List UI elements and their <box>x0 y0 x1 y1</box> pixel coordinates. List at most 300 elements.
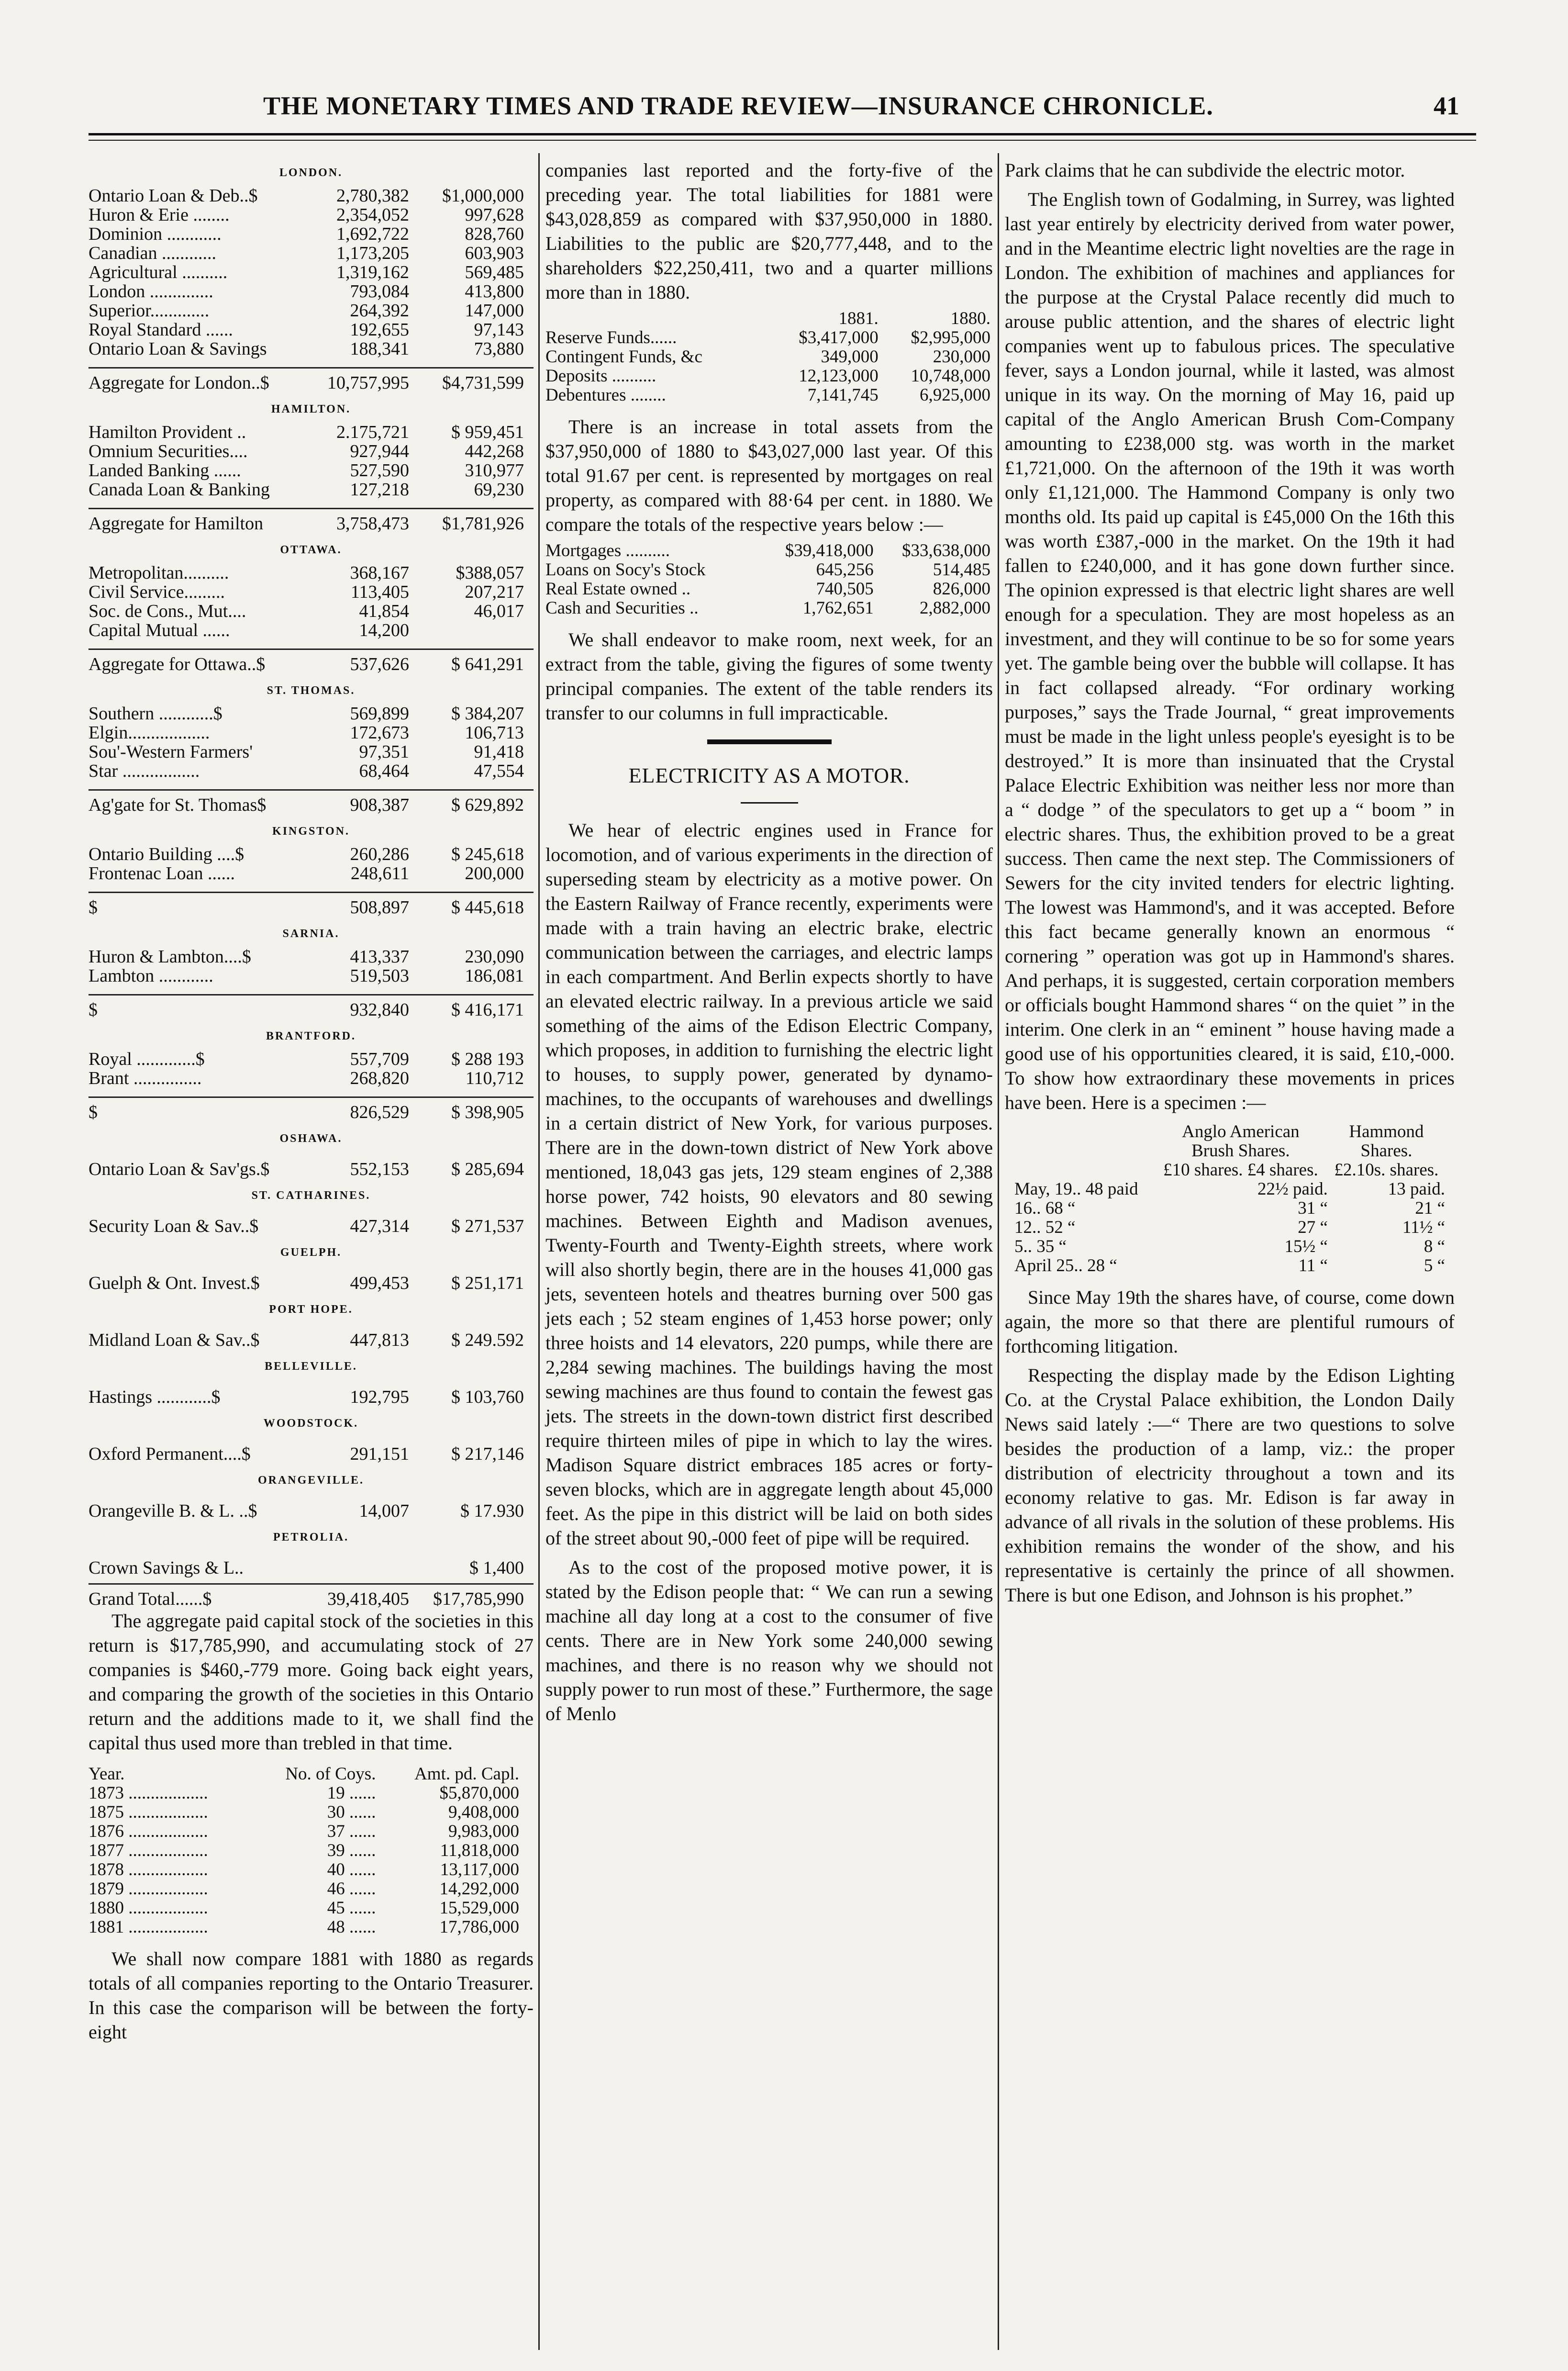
city-heading: BELLEVILLE. <box>265 1360 357 1373</box>
stock-value: 200,000 <box>465 863 524 884</box>
aggregate-value: $ 103,760 <box>451 1387 524 1407</box>
shares-header-row <box>1014 1141 1445 1161</box>
table-cell: 48 ...... <box>327 1917 376 1937</box>
aggregate-label: Guelph & Ont. Invest.$ <box>89 1274 260 1293</box>
capital-value: 1,319,162 <box>336 262 409 282</box>
table-cell: 21 “ <box>1415 1198 1445 1218</box>
stock-value <box>409 621 524 640</box>
aggregate-row <box>89 1558 534 1577</box>
grand-total-stock: $17,785,990 <box>433 1589 524 1609</box>
stock-value: 207,217 <box>465 582 524 602</box>
capital-value: 569,899 <box>350 704 409 724</box>
table-cell: May, 19.. 48 paid <box>1014 1179 1138 1199</box>
table-row <box>89 761 534 781</box>
stock-value: 997,628 <box>465 205 524 225</box>
capital-value: 793,084 <box>350 281 409 302</box>
capital-value: 2,780,382 <box>336 186 409 206</box>
stock-value: 110,712 <box>465 1068 524 1088</box>
stock-value: 47,554 <box>474 761 524 781</box>
paragraph: Since May 19th the shares have, of course, come down again, the more so that there are plentiful rumours of forthcoming litigation. <box>1005 1286 1455 1357</box>
table-row <box>89 320 534 339</box>
column-separator-1 <box>538 153 540 2350</box>
table-cell: 16.. 68 “ <box>1014 1198 1076 1218</box>
capital-value: 68,464 <box>359 761 409 781</box>
header-cell: 1880. <box>950 309 990 328</box>
table-cell: 1880 .................. <box>89 1898 208 1918</box>
year-row <box>89 1803 519 1822</box>
aggregate-value: 14,007 <box>359 1501 409 1521</box>
table-cell: 1879 .................. <box>89 1879 208 1899</box>
table-cell: 1873 .................. <box>89 1783 208 1803</box>
table-cell: 8 “ <box>1423 1237 1445 1256</box>
stock-value: 828,760 <box>465 224 524 244</box>
table-cell: 11,818,000 <box>440 1841 519 1860</box>
aggregate-label: Security Loan & Sav..$ <box>89 1217 259 1236</box>
city-heading: BRANTFORD. <box>266 1030 356 1042</box>
shares-table <box>1014 1122 1445 1275</box>
society-name: Landed Banking ...... <box>89 461 241 480</box>
year-row <box>89 1822 519 1841</box>
capital-value: 519,503 <box>350 966 409 986</box>
table-row <box>89 480 534 499</box>
table-row <box>89 582 534 602</box>
capital-value: 2.175,721 <box>336 422 409 442</box>
aggregate-label: Orangeville B. & L. ..$ <box>89 1501 257 1521</box>
aggregate-row <box>89 649 534 674</box>
aggregate-label: $ <box>89 1000 98 1019</box>
aggregate-value: $ 445,618 <box>451 897 524 917</box>
table-row <box>89 563 534 582</box>
aggregate-label: Oxford Permanent....$ <box>89 1444 251 1464</box>
society-name: Ontario Building ....$ <box>89 845 245 864</box>
table-cell: 9,983,000 <box>448 1822 519 1841</box>
table-cell: 11½ “ <box>1402 1218 1445 1237</box>
shares-row <box>1014 1199 1445 1218</box>
header-cell: No. of Coys. <box>285 1764 376 1784</box>
table-cell: 10,748,000 <box>911 366 990 386</box>
paragraph: The aggregate paid capital stock of the societies in this return is $17,785,990, and accumulating stock of 27 companies is $460,-779 more. Going back eight years, and comparing the growth of the societies in this Ontario return and the additions made to it, we shall find the capital thus used more than trebled in that time. <box>89 1610 534 1754</box>
aggregate-value: $ 629,892 <box>451 795 524 815</box>
table-row <box>545 367 990 386</box>
aggregate-row <box>89 508 534 533</box>
stock-value: 413,800 <box>465 281 524 302</box>
stock-value: 46,017 <box>474 601 524 621</box>
table-cell: 22½ paid. <box>1257 1179 1328 1199</box>
stock-value: 442,268 <box>465 441 524 461</box>
header-cell <box>1014 1122 1154 1141</box>
aggregate-label: Crown Savings & L.. <box>89 1558 244 1577</box>
table-cell: 17,786,000 <box>439 1917 519 1937</box>
year-row <box>89 1860 519 1879</box>
aggregate-label: $ <box>89 1103 98 1122</box>
city-heading: SARNIA. <box>282 928 340 940</box>
aggregate-value: 427,314 <box>350 1216 409 1236</box>
society-name: Royal .............$ <box>89 1050 205 1069</box>
society-name: London .............. <box>89 282 213 301</box>
table-row <box>89 723 534 742</box>
table-cell: Deposits .......... <box>545 366 656 386</box>
table-cell: 11 “ <box>1298 1256 1328 1275</box>
table-cell: 514,485 <box>933 560 990 580</box>
stock-value: 310,977 <box>465 460 524 481</box>
header-cell: £10 shares. £4 shares. <box>1163 1160 1318 1180</box>
table-row <box>545 560 990 580</box>
table-cell: 1881 .................. <box>89 1917 208 1937</box>
city-heading: OTTAWA. <box>280 544 342 556</box>
aggregate-value: $ 249.592 <box>451 1330 524 1350</box>
table-row <box>89 845 534 864</box>
table-cell: 12.. 52 “ <box>1014 1218 1076 1237</box>
header-cell <box>1014 1141 1154 1161</box>
society-name: Sou'-Western Farmers' <box>89 742 253 761</box>
society-name: Canadian ............ <box>89 244 217 263</box>
table-cell: 1878 .................. <box>89 1860 208 1879</box>
section-rule <box>707 739 832 744</box>
aggregate-row <box>89 1217 534 1236</box>
aggregate-value: 826,529 <box>350 1102 409 1122</box>
aggregate-row <box>89 994 534 1019</box>
table-cell: 5 “ <box>1423 1256 1445 1275</box>
year-row <box>89 1918 519 1937</box>
table-row <box>545 599 990 618</box>
stock-value: 91,418 <box>474 742 524 762</box>
aggregate-row <box>89 367 534 392</box>
table-cell: 740,505 <box>816 579 874 599</box>
capital-value: 264,392 <box>350 301 409 321</box>
header-cell: Hammond <box>1349 1122 1424 1141</box>
table-row <box>89 1050 534 1069</box>
city-heading: ORANGEVILLE. <box>257 1474 365 1487</box>
stock-value: $ 959,451 <box>451 422 524 442</box>
aggregate-value: $ 251,171 <box>451 1273 524 1293</box>
paragraph: companies last reported and the forty-five of the preceding year. The total liabilities for 1881 were $43,028,859 as compared with $37,950,000 in 1880. Liabilities to the public are $20,777,448, and to the shareholders $22,250,411, two and a quarter millions more than in 1880. <box>545 159 993 303</box>
aggregate-row <box>89 1160 534 1179</box>
shares-row <box>1014 1237 1445 1256</box>
table-row <box>89 301 534 320</box>
liabilities-table <box>545 309 990 405</box>
table-row <box>89 947 534 966</box>
table-cell: April 25.. 28 “ <box>1014 1256 1117 1275</box>
aggregate-value: $ 398,905 <box>451 1102 524 1122</box>
society-name: Star ................. <box>89 761 200 781</box>
aggregate-row <box>89 1501 534 1521</box>
grand-total-capital: 39,418,405 <box>327 1589 409 1609</box>
aggregate-value: $ 1,400 <box>469 1558 524 1578</box>
table-cell: 13 paid. <box>1388 1179 1445 1199</box>
paragraph: Respecting the display made by the Edison Lighting Co. at the Crystal Palace exhibition, the London Daily News said lately :—“ There are two questions to solve besides the production of a lamp, viz.: the proper distribution of electricity throughout a town and its economy relative to gas. Mr. Edison is far away in advance of all rivals in the solution of these problems. His exhibition remains the wonder of the show, and his representative is certainly the prince of all showmen. There is but one Edison, and Johnson is his prophet.” <box>1005 1364 1455 1606</box>
table-cell: Reserve Funds...... <box>545 328 677 347</box>
year-row <box>89 1879 519 1899</box>
shares-row <box>1014 1180 1445 1199</box>
society-name: Soc. de Cons., Mut.... <box>89 602 246 621</box>
table-cell: $33,638,000 <box>902 541 990 560</box>
table-cell: 13,117,000 <box>440 1860 519 1879</box>
capital-value: 260,286 <box>350 844 409 864</box>
year-table <box>89 1765 519 1937</box>
society-name: Civil Service......... <box>89 582 225 602</box>
column-1 <box>89 158 534 2044</box>
table-cell: 1875 .................. <box>89 1802 208 1822</box>
stock-value: 97,143 <box>474 320 524 340</box>
table-cell: Mortgages .......... <box>545 541 670 560</box>
table-cell: 9,408,000 <box>448 1802 519 1822</box>
table-row <box>89 423 534 442</box>
society-name: Dominion ............ <box>89 224 222 244</box>
aggregate-value: $4,731,599 <box>442 373 524 393</box>
header-cell: £2.10s. shares. <box>1334 1160 1439 1180</box>
table-cell: $3,417,000 <box>799 328 879 347</box>
header-rule-thick <box>89 133 1476 135</box>
society-name: Metropolitan.......... <box>89 563 229 582</box>
column-separator-2 <box>998 153 999 2350</box>
shares-row <box>1014 1218 1445 1237</box>
aggregate-label: Ag'gate for St. Thomas$ <box>89 795 267 815</box>
aggregate-row <box>89 1331 534 1350</box>
table-cell: 349,000 <box>821 347 879 367</box>
table-row <box>89 224 534 244</box>
aggregate-value: 932,840 <box>350 1000 409 1020</box>
city-heading: WOODSTOCK. <box>263 1417 359 1430</box>
capital-value: 2,354,052 <box>336 205 409 225</box>
table-row <box>545 386 990 405</box>
header-cell <box>1014 1161 1154 1180</box>
society-name: Elgin.................. <box>89 723 210 742</box>
table-cell: $39,418,000 <box>785 541 874 560</box>
table-row <box>89 1069 534 1088</box>
aggregate-value: $ 271,537 <box>451 1216 524 1236</box>
shares-row <box>1014 1256 1445 1275</box>
aggregate-value: 499,453 <box>350 1273 409 1293</box>
aggregate-value: $ 641,291 <box>451 654 524 674</box>
stock-value: 106,713 <box>465 723 524 743</box>
society-name: Huron & Erie ........ <box>89 205 230 224</box>
society-name: Omnium Securities.... <box>89 442 248 461</box>
column-2 <box>545 158 993 1726</box>
society-name: Agricultural .......... <box>89 263 228 282</box>
table-cell: Real Estate owned .. <box>545 579 691 599</box>
table-row <box>545 541 990 560</box>
table-cell: $2,995,000 <box>911 328 990 347</box>
header-cell: 1881. <box>838 309 879 328</box>
stock-value: 186,081 <box>465 966 524 986</box>
capital-value: 268,820 <box>350 1068 409 1088</box>
table-cell: 31 “ <box>1298 1198 1328 1218</box>
aggregate-value: 192,795 <box>350 1387 409 1407</box>
table-cell: 6,925,000 <box>920 385 990 405</box>
assets-table <box>545 541 990 618</box>
header-cell: Shares. <box>1360 1141 1412 1161</box>
aggregate-value: $1,781,926 <box>442 514 524 534</box>
table-cell: 1877 .................. <box>89 1841 208 1860</box>
stock-value: 230,090 <box>465 947 524 967</box>
table-cell: 230,000 <box>933 347 990 367</box>
table-cell: 5.. 35 “ <box>1014 1237 1067 1256</box>
aggregate-label: Aggregate for London..$ <box>89 373 269 392</box>
aggregate-value: 3,758,473 <box>336 514 409 534</box>
stock-value: 73,880 <box>474 339 524 359</box>
shares-header-row <box>1014 1161 1445 1180</box>
header-cell: Brush Shares. <box>1191 1141 1290 1161</box>
header-cell <box>545 309 766 328</box>
table-cell: 826,000 <box>933 579 990 599</box>
table-row <box>89 704 534 723</box>
table-cell: 30 ...... <box>327 1802 376 1822</box>
page-number: 41 <box>1434 91 1459 120</box>
capital-value: 127,218 <box>350 480 409 500</box>
city-heading: OSHAWA. <box>279 1132 343 1145</box>
aggregate-value: 537,626 <box>350 654 409 674</box>
table-row <box>545 347 990 367</box>
city-heading: PORT HOPE. <box>269 1303 353 1316</box>
table-cell: 19 ...... <box>327 1783 376 1803</box>
table-cell: 37 ...... <box>327 1822 376 1841</box>
aggregate-row <box>89 1387 534 1407</box>
aggregate-value: 552,153 <box>350 1159 409 1179</box>
capital-value: 527,590 <box>350 460 409 481</box>
aggregate-value: 447,813 <box>350 1330 409 1350</box>
table-row <box>89 205 534 224</box>
table-cell: Debentures ........ <box>545 385 666 405</box>
header-cell: Amt. pd. Capl. <box>414 1764 519 1784</box>
aggregate-label: Midland Loan & Sav..$ <box>89 1331 260 1350</box>
table-row <box>89 244 534 263</box>
society-name: Ontario Loan & Savings <box>89 339 267 358</box>
year-row <box>89 1841 519 1860</box>
aggregate-value: $ 285,694 <box>451 1159 524 1179</box>
stock-value: $388,057 <box>456 563 524 583</box>
table-cell: 645,256 <box>816 560 874 580</box>
capital-value: 248,611 <box>350 863 409 884</box>
table-header-row <box>545 309 990 328</box>
table-row <box>89 263 534 282</box>
table-cell: 1876 .................. <box>89 1822 208 1841</box>
capital-value: 1,692,722 <box>336 224 409 244</box>
aggregate-value: 908,387 <box>350 795 409 815</box>
capital-value: 557,709 <box>350 1049 409 1069</box>
paragraph: We shall endeavor to make room, next week, for an extract from the table, giving the figures of some twenty principal companies. The extent of the table renders its transfer to our columns in full impracticable. <box>545 629 993 724</box>
paragraph: There is an increase in total assets from the $37,950,000 of 1880 to $43,027,000 last year. Of this total 91.67 per cent. is represented by mortgages on real property, as compared with 88·64 per cent. in 1880. We compare the totals of the respective years below :— <box>545 416 993 535</box>
capital-value: 413,337 <box>350 947 409 967</box>
city-heading: KINGSTON. <box>272 825 350 838</box>
stock-value: 569,485 <box>465 262 524 282</box>
stock-value: $1,000,000 <box>442 186 524 206</box>
table-cell: Loans on Socy's Stock <box>545 560 706 580</box>
stock-value: 603,903 <box>465 243 524 263</box>
stock-value: $ 245,618 <box>451 844 524 864</box>
city-heading: LONDON. <box>279 167 343 179</box>
column-3 <box>1005 158 1455 1607</box>
year-row <box>89 1899 519 1918</box>
header-cell: Year. <box>89 1764 125 1784</box>
city-heading: PETROLIA. <box>273 1531 349 1543</box>
table-row <box>89 282 534 301</box>
capital-value: 368,167 <box>350 563 409 583</box>
paragraph: As to the cost of the proposed motive power, it is stated by the Edison people that: “ We can run a sewing machine all day long at a cost to the consumer of five cents. There are in New York some 240,000 sewing machines, and there is no reason why we should not supply power to run most of these.” Furthermore, the sage of Menlo <box>545 1556 993 1724</box>
society-name: Capital Mutual ...... <box>89 621 230 640</box>
paragraph: Park claims that he can subdivide the electric motor. <box>1005 159 1405 181</box>
society-name: Superior............. <box>89 301 210 320</box>
city-heading: ST. THOMAS. <box>267 684 356 697</box>
aggregate-label: Aggregate for Hamilton <box>89 514 264 533</box>
city-heading: HAMILTON. <box>271 403 351 415</box>
table-cell: 15½ “ <box>1284 1237 1328 1256</box>
aggregate-row <box>89 1096 534 1122</box>
table-cell: 40 ...... <box>327 1860 376 1879</box>
header-cell: Anglo American <box>1182 1122 1300 1141</box>
grand-total-row <box>89 1583 534 1609</box>
year-row <box>89 1784 519 1803</box>
table-cell: 45 ...... <box>327 1898 376 1918</box>
page-header <box>91 86 1479 129</box>
table-row <box>89 186 534 205</box>
capital-value: 97,351 <box>359 742 409 762</box>
paragraph: We hear of electric engines used in France for locomotion, and of various experiments in the direction of superseding steam by electricity as a motive power. On the Eastern Railway of France recently, experiments were made with a train having an electric brake, electric communication between the carriages, and electric lamps in each compartment. And Berlin expects shortly to have an elevated electric railway. In a previous article we said something of the aims of the Edison Electric Company, which proposes, in addition to furnishing the electric light to houses, to supply power, generated by dynamo-machines, to the occupants of warehouses and dwellings in a certain district of New York, for various purposes. There are in the down-town district of New York above mentioned, 18,043 gas jets, 129 steam engines of 2,388 horse power, 742 hoists, 90 elevators and 80 sewing machines. Between Eighth and Madison avenues, Twenty-Fourth and Twenty-Eighth streets, where work will also shortly begin, there are in the houses 41,000 gas jets, seventeen hotels and theatres burning over 500 gas jets each ; 52 steam engines of 1,453 horse power; only three hoists and 14 elevators, 220 pumps, while there are 2,284 sewing machines. The buildings having the most sewing machines are thus found to contain the fewest gas jets. The streets in the down-town district first described require thirteen miles of pipe in which to lay the wires. Madison Square district embraces 185 acres or forty-seven blocks, which are in aggregate length about 45,000 feet. As the pipe in this district will be laid on both sides of the street about 90,-000 feet of pipe will be required. <box>545 819 993 1549</box>
aggregate-value <box>294 1558 409 1577</box>
capital-value: 927,944 <box>350 441 409 461</box>
society-name: Huron & Lambton....$ <box>89 947 251 966</box>
table-cell: $5,870,000 <box>439 1783 519 1803</box>
capital-value: 41,854 <box>359 601 409 621</box>
aggregate-row <box>89 1444 534 1464</box>
stock-value: $ 288 193 <box>451 1049 524 1069</box>
city-heading: GUELPH. <box>280 1246 342 1259</box>
table-cell: 12,123,000 <box>799 366 879 386</box>
aggregate-label: Ontario Loan & Sav'gs.$ <box>89 1160 270 1179</box>
capital-value: 113,405 <box>350 582 409 602</box>
aggregate-value: 508,897 <box>350 897 409 917</box>
table-row <box>89 461 534 480</box>
table-row <box>89 864 534 883</box>
paragraph: We shall now compare 1881 with 1880 as regards totals of all companies reporting to the Ontario Treasurer. In this case the comparison will be between the forty-eight <box>89 1948 534 2043</box>
heading-rule <box>741 802 798 804</box>
aggregate-label: Hastings ............$ <box>89 1387 221 1407</box>
capital-value: 188,341 <box>350 339 409 359</box>
table-cell: 15,529,000 <box>439 1898 519 1918</box>
society-name: Southern ............$ <box>89 704 222 723</box>
table-row <box>89 742 534 761</box>
table-cell: 7,141,745 <box>807 385 879 405</box>
table-row <box>89 339 534 358</box>
society-name: Frontenac Loan ...... <box>89 864 235 883</box>
header-rule-thin <box>89 140 1476 141</box>
stock-value: 69,230 <box>474 480 524 500</box>
stock-value: 147,000 <box>465 301 524 321</box>
aggregate-value: $ 416,171 <box>451 1000 524 1020</box>
aggregate-label: $ <box>89 898 98 917</box>
society-name: Brant ............... <box>89 1069 202 1088</box>
table-cell: 14,292,000 <box>439 1879 519 1899</box>
society-name: Royal Standard ...... <box>89 320 233 339</box>
aggregate-row <box>89 1274 534 1293</box>
table-cell: Contingent Funds, &c <box>545 347 702 367</box>
capital-value: 172,673 <box>350 723 409 743</box>
masthead-title: THE MONETARY TIMES AND TRADE REVIEW—INSURANCE CHRONICLE. <box>263 91 1213 120</box>
capital-value: 14,200 <box>359 620 409 640</box>
table-cell: 27 “ <box>1298 1218 1328 1237</box>
table-row <box>545 328 990 347</box>
table-cell: 39 ...... <box>327 1841 376 1860</box>
aggregate-row <box>89 892 534 917</box>
society-name: Ontario Loan & Deb..$ <box>89 186 258 205</box>
table-cell: Cash and Securities .. <box>545 598 699 618</box>
table-cell: 2,882,000 <box>920 598 990 618</box>
city-heading: ST. CATHARINES. <box>251 1189 371 1202</box>
paragraph: The English town of Godalming, in Surrey, was lighted last year entirely by electricity derived from water power, and in the Meantime electric light novelties are the rage in London. The exhibition of machines and appliances for the purpose at the Crystal Palace recently did much to arouse public attention, and the shares of electric light companies went up to fabulous prices. The speculative fever, says a London journal, while it lasted, was almost unique in its way. On the morning of May 16, paid up capital of the Anglo American Brush Com-Company amounting to £238,000 stg. was worth in the market £1,721,000. On the afternoon of the 19th it was worth only £1,121,000. The Hammond Company is only two months old. Its paid up capital is £45,000 On the 16th this was worth £387,-000 in the market. On the 19th it had fallen to £240,000, and it has gone down further since. The opinion expressed is that electric light shares are well enough for a speculation. They are most hopeless as an investment, and they will continue to be so for some years yet. The gamble being over the bubble will collapse. It has in fact collapsed already. “For ordinary working purposes,” says the Trade Journal, “ great improvements must be made in the light unless people's eyesight is to be destroyed.” It is more than insinuated that the Crystal Palace Electric Exhibition was neither less nor more than a “ dodge ” of the speculators to get up a “ boom ” in electric shares. Thus, the exhibition proved to be a great success. Then came the next step. The Commissioners of Sewers for the city invited tenders for electric lighting. The lowest was Hammond's, and it was accepted. Before this fact became generally known an enormous “ cornering ” operation was got up in Hammond's shares. And perhaps, it is suggested, certain corporation members or officials bought Hammond shares “ on the quiet ” in the interim. One clerk in an “ eminent ” house having made a good use of his opportunities cleared, it is said, £10,-000. To show how extraordinary these movements in prices have been. Here is a specimen :— <box>1005 189 1455 1113</box>
aggregate-value: 291,151 <box>350 1444 409 1464</box>
loan-societies-table <box>89 161 534 1577</box>
society-name: Canada Loan & Banking <box>89 480 270 499</box>
capital-value: 1,173,205 <box>336 243 409 263</box>
